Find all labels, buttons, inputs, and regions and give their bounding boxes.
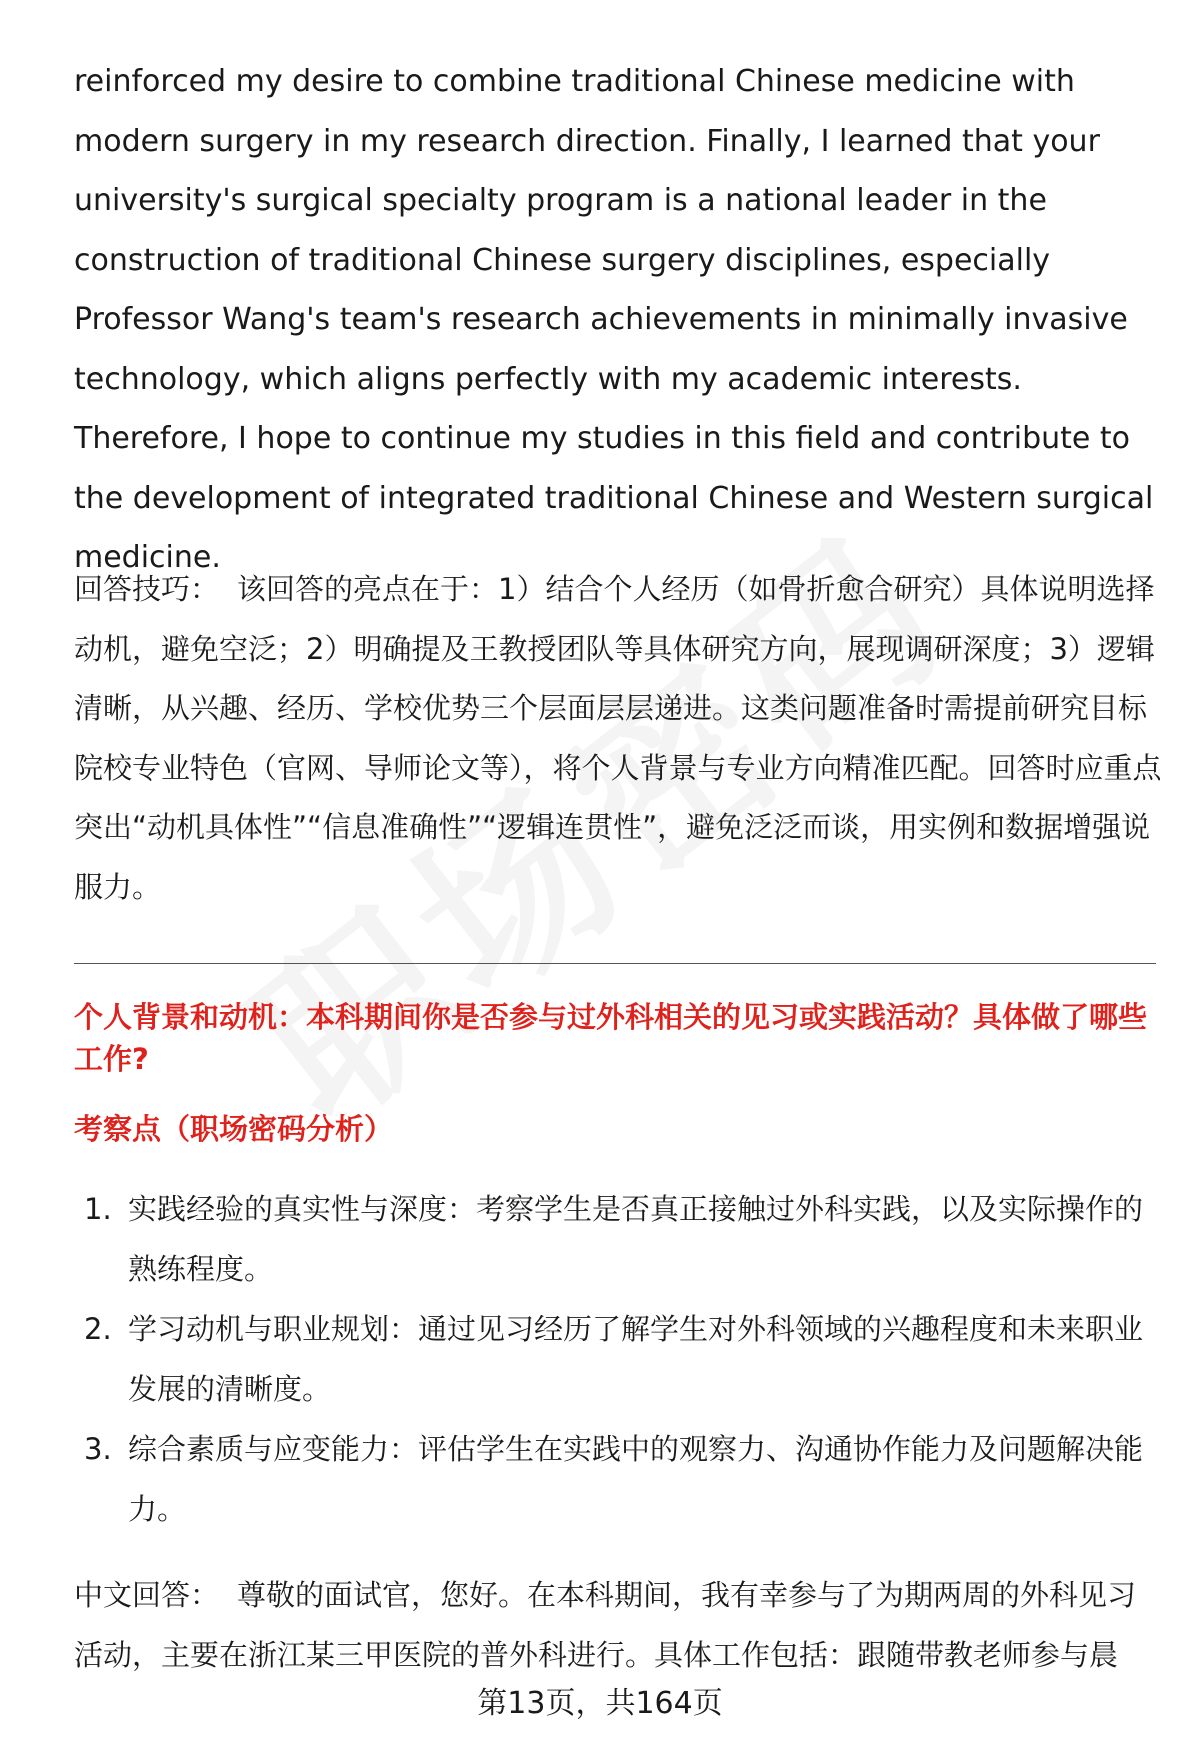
list-item-text: 综合素质与应变能力：评估学生在实践中的观察力、沟通协作能力及问题解决能力。	[128, 1432, 1144, 1526]
list-item	[74, 1420, 1164, 1539]
list-item-number: 1.	[84, 1192, 112, 1226]
list-item-number: 3.	[84, 1432, 112, 1466]
chinese-answer-label: 中文回答：	[74, 1578, 220, 1612]
assessment-points-list	[74, 1180, 1164, 1540]
page-number-footer: 第13页，共164页	[477, 1686, 723, 1721]
list-item-text: 学习动机与职业规划：通过见习经历了解学生对外科领域的兴趣程度和未来职业发展的清晰度。	[128, 1312, 1144, 1406]
list-item	[74, 1300, 1164, 1419]
chinese-answer-paragraph	[74, 1566, 1164, 1685]
answer-tips-label: 回答技巧：	[74, 572, 220, 606]
list-item-number: 2.	[84, 1312, 112, 1346]
answer-tips-paragraph	[74, 560, 1164, 917]
question-heading: 个人背景和动机：本科期间你是否参与过外科相关的见习或实践活动？具体做了哪些工作?	[74, 1000, 1148, 1076]
english-answer-paragraph: reinforced my desire to combine traditional Chinese medicine with modern surgery in my research direction. Finally, I learned that your university's surgical specialty program is a national leader in the construction of traditional Chinese surgery disciplines, especially Professor Wang's team's research achievements in minimally invasive technology, which aligns perfectly with my academic interests. Therefore, I hope to continue my studies in this field and contribute to the development of integrated traditional Chinese and Western surgical medicine.	[74, 64, 1154, 575]
list-item	[74, 1180, 1164, 1299]
section-divider	[74, 963, 1156, 964]
answer-tips-text: 该回答的亮点在于：1）结合个人经历（如骨折愈合研究）具体说明选择动机，避免空泛；2）明确提及王教授团队等具体研究方向，展现调研深度；3）逻辑清晰，从兴趣、经历、学校优势三个层面层层递进。这类问题准备时需提前研究目标院校专业特色（官网、导师论文等），将个人背景与专业方向精准匹配。回答时应重点突出“动机具体性”“信息准确性”“逻辑连贯性”，避免泛泛而谈，用实例和数据增强说服力。	[74, 572, 1162, 904]
assessment-points-heading: 考察点（职场密码分析）	[74, 1112, 394, 1146]
list-item-text: 实践经验的真实性与深度：考察学生是否真正接触过外科实践，以及实际操作的熟练程度。	[128, 1192, 1144, 1286]
chinese-answer-text: 尊敬的面试官，您好。在本科期间，我有幸参与了为期两周的外科见习活动，主要在浙江某三甲医院的普外科进行。具体工作包括：跟随带教老师参与晨	[74, 1578, 1137, 1672]
